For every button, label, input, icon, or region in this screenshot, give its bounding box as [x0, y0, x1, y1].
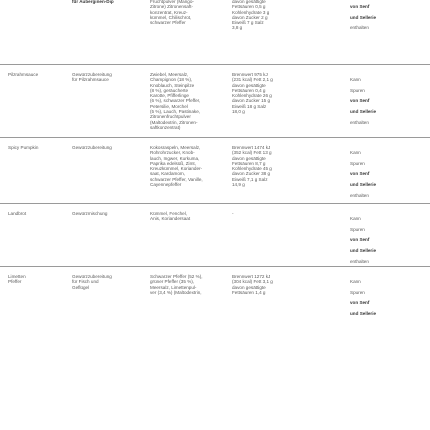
- allergen-line: Kann: [350, 77, 361, 83]
- allergen-line: Kann: [350, 279, 361, 285]
- product-ingredients: Kümmel, Fenchel, Anis, Koriandersaat: [150, 211, 191, 222]
- product-ingredients: Fruchtpulver (Mango- Zitrone) Zitronensaft- konzentrat, Kreuz- kümmel, Chilischrot, schwarzer Pfeffer: [150, 0, 194, 26]
- product-allergens: [350, 274, 422, 322]
- allergen-line: von Senf: [350, 4, 370, 10]
- allergen-line: und Sellerie: [350, 248, 377, 254]
- product-nutrition: Brennwert 1474 kJ (352 kcal) Fett 13 g davon gesättigte Fettsäuren 8,7 g Kohlenhydrate 45 g davon Zucker 38 g Eiweiß 7,1 g Salz 14,9 g: [232, 145, 272, 188]
- row-divider: [0, 203, 430, 204]
- allergen-line: Spuren: [350, 289, 365, 295]
- allergen-line: Kann: [350, 150, 361, 156]
- allergen-line: und Sellerie: [350, 311, 377, 317]
- allergen-line: enthalten: [350, 192, 369, 198]
- product-nutrition: Brennwert 1272 kJ (304 kcal) Fett 3,1 g davon gesättigte Fettsäuren 1,4 g: [232, 274, 273, 295]
- allergen-line: und Sellerie: [350, 109, 377, 115]
- allergen-line: und Sellerie: [350, 14, 377, 20]
- allergen-line: Spuren: [350, 226, 365, 232]
- product-category: Gewürzmischung: [72, 211, 108, 216]
- allergen-line: Spuren: [350, 160, 365, 166]
- allergen-line: enthalten: [350, 258, 369, 264]
- allergen-line: Spuren: [350, 87, 365, 93]
- product-nutrition: -: [232, 211, 234, 216]
- product-ingredients: Schwarzer Pfeffer (52 %), grüner Pfeffer (35 %), Meersalz, Limettenpul- ver (3,4 %) (Maltodextrin,: [150, 274, 203, 295]
- allergen-line: von Senf: [350, 300, 370, 306]
- product-nutrition: Brennwert 975 kJ (231 kcal) Fett 2,1 g davon gesättigte Fettsäuren 0,4 g Kohlenhydrate 26 g davon Zucker 15 g Eiweiß 18 g Salz 18,0 g: [232, 72, 273, 115]
- row-divider: [0, 266, 430, 267]
- product-allergens: [350, 72, 422, 130]
- allergen-line: Kann: [350, 216, 361, 222]
- allergen-line: und Sellerie: [350, 182, 377, 188]
- product-allergens: [350, 145, 422, 203]
- product-name: Landbrot: [8, 211, 27, 216]
- row-divider: [0, 137, 430, 138]
- product-category: Gewürzzubereitung: [72, 145, 112, 150]
- allergen-line: von Senf: [350, 237, 370, 243]
- product-ingredients: Kokosraspeln, Meersalz, Rohrohrzucker, Knob- lauch, Ingwer, Kurkuma, Paprika edelsüß, Zimt, Kreuzkümmel, Koriander- saat, Kardamom, schwarzer Pfeffer, Vanille, Cayennepfeffer: [150, 145, 203, 188]
- allergen-line: enthalten: [350, 119, 369, 125]
- allergen-line: enthalten: [350, 25, 369, 31]
- product-ingredients: Zwiebel, Meersalz, Champignon (18 %), Knoblauch, Steinpilze (8 %), geräucherte Karotte, Pfifferlinge (6 %), schwarzer Pfeffer, Petersilie, Morchel (5 %), Lauch, Pastinake, Zitronenfruchtpulver (Maltodextrin, Zitronen- saftkonzentrat): [150, 72, 201, 130]
- product-category: für Auberginen-Dip: [72, 0, 114, 4]
- product-name: Spicy Pumpkin: [8, 145, 39, 150]
- product-allergens: [350, 211, 422, 269]
- allergen-line: von Senf: [350, 171, 370, 177]
- product-category: Gewürzzubereitung für Pilzrahmsauce: [72, 72, 112, 83]
- product-allergens: [350, 0, 422, 36]
- product-category: Gewürzzubereitung für Fisch und Geflügel: [72, 274, 112, 290]
- product-name: Pilzrahmsauce: [8, 72, 39, 77]
- product-nutrition: davon gesättigte Fettsäuren 0,5 g Kohlenhydrate 3 g davon Zucker 2 g Eiweiß 7 g Salz 3,8 g: [232, 0, 270, 31]
- allergen-line: von Senf: [350, 98, 370, 104]
- product-name: Limetten Pfeffer: [8, 274, 26, 285]
- row-divider: [0, 64, 430, 65]
